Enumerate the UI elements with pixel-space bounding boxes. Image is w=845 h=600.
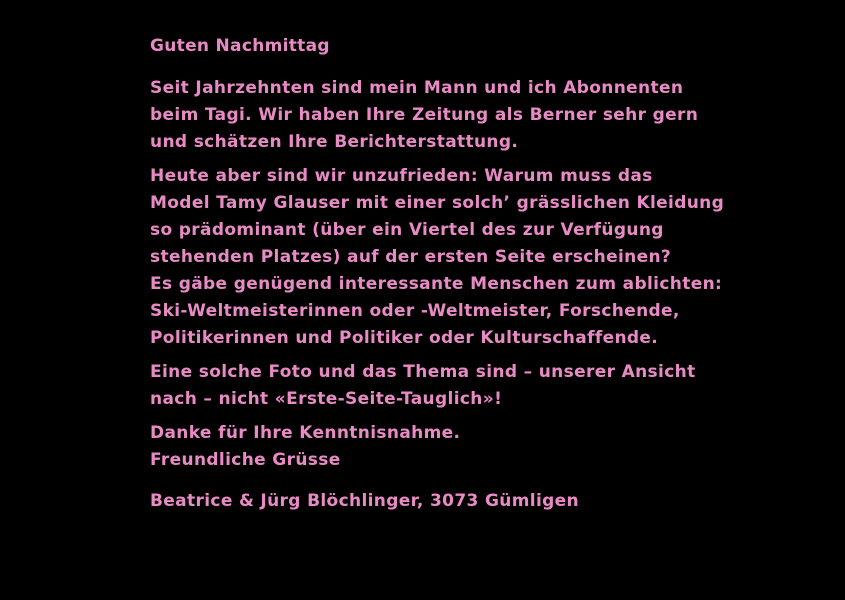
paragraph-line: nach – nicht «Erste-Seite-Tauglich»! [150,389,503,409]
paragraph-line: Heute aber sind wir unzufrieden: Warum muss das [150,166,653,186]
closing-line: Danke für Ihre Kenntnisnahme. [150,423,461,443]
closing-line: Freundliche Grüsse [150,450,341,470]
paragraph-subscription [150,75,830,156]
paragraph-line: beim Tagi. Wir haben Ihre Zeitung als Berner sehr gern [150,105,699,125]
paragraph-line: Ski-Weltmeisterinnen oder -Weltmeister, Forschende, [150,301,680,321]
paragraph-line: so prädominant (über ein Viertel des zur Verfügung [150,220,664,240]
closing [150,420,830,474]
paragraph-line: und schätzen Ihre Berichterstattung. [150,132,519,152]
letter [150,33,830,515]
greeting: Guten Nachmittag [150,36,330,56]
paragraph-line: Model Tamy Glauser mit einer solch’ grässlichen Kleidung [150,193,725,213]
paragraph-line: Eine solche Foto und das Thema sind – unserer Ansicht [150,362,696,382]
signature: Beatrice & Jürg Blöchlinger, 3073 Gümligen [150,491,579,511]
paragraph-opinion [150,359,830,413]
paragraph-line: stehenden Platzes) auf der ersten Seite erscheinen? [150,247,672,267]
paragraph-complaint [150,163,830,352]
paragraph-line: Seit Jahrzehnten sind mein Mann und ich Abonnenten [150,78,684,98]
paragraph-line: Es gäbe genügend interessante Menschen zum ablichten: [150,274,723,294]
paragraph-line: Politikerinnen und Politiker oder Kulturschaffende. [150,328,659,348]
